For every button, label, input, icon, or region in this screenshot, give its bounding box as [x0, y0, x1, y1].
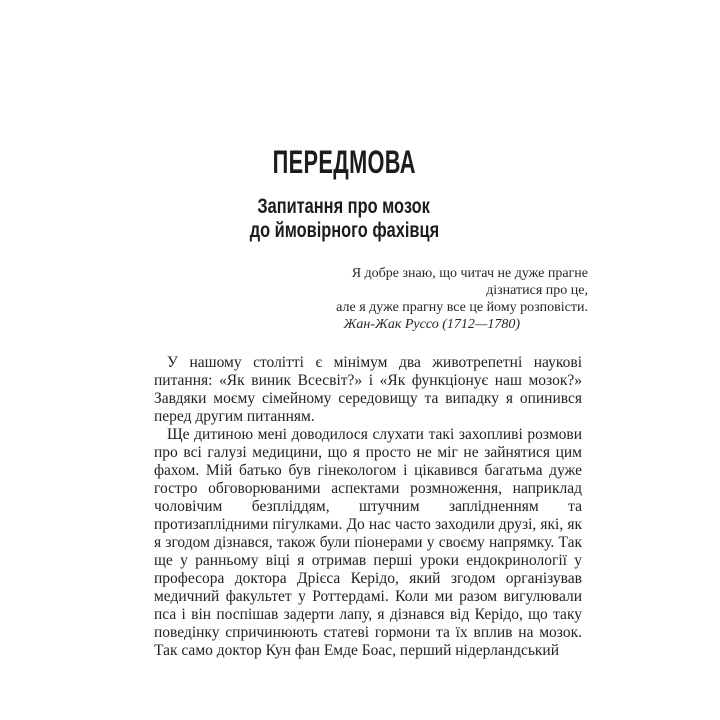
epigraph	[336, 265, 588, 333]
epigraph-quote-line-2: дізнатися про це,	[486, 283, 588, 298]
chapter-subtitle	[0, 195, 704, 243]
body-paragraph-2: Ще дитиною мені доводилося слухати такі захопливі розмови про всі галузі медицини, що я просто не міг не зайнятися цим фахом. Мій батько був гінекологом і цікавився багатьма дуже гостро обговорюваними аспектами розмноження, наприклад чоловічим безпліддям, штучним заплідненням та протизаплідними пігулками. До нас часто заходили друзі, які, як я згодом дізнався, також були піонерами у своєму напрямку. Так ще у ранньому віці я отримав перші уроки ендокринології у професора доктора Дрієса Керідо, який згодом організував медичний факультет у Роттердамі. Коли ми разом вигулювали пса і він поспішав задерти лапу, я дізнався від Керідо, що таку поведінку спричинюють статеві гормони та їх вплив на мозок. Так само доктор Кун фан Емде Боас, перший нідерландський	[154, 426, 582, 659]
subtitle-text-1: Запитання про мозок	[257, 195, 431, 218]
epigraph-quote-line-1: Я добре знаю, що читач не дуже прагне	[351, 266, 588, 281]
epigraph-quote-line-3: але я дуже прагну все це йому розповісти.	[336, 300, 588, 315]
chapter-title-row	[0, 146, 704, 178]
body-text-column	[154, 354, 582, 660]
subtitle-line-1	[0, 195, 704, 219]
epigraph-author: Жан-Жак Руссо (1712—1780)	[343, 317, 520, 332]
subtitle-text-2: до ймовірного фахівця	[249, 219, 439, 242]
page-title: ПЕРЕДМОВА	[272, 144, 416, 180]
subtitle-line-2	[0, 219, 704, 243]
body-paragraph-1: У нашому столітті є мінімум два животрепетні наукові питання: «Як виник Всесвіт?» і «Як функціонує наш мозок?» Завдяки моєму сімейному середовищу та випадку я опинився перед другим питанням.	[154, 354, 582, 425]
